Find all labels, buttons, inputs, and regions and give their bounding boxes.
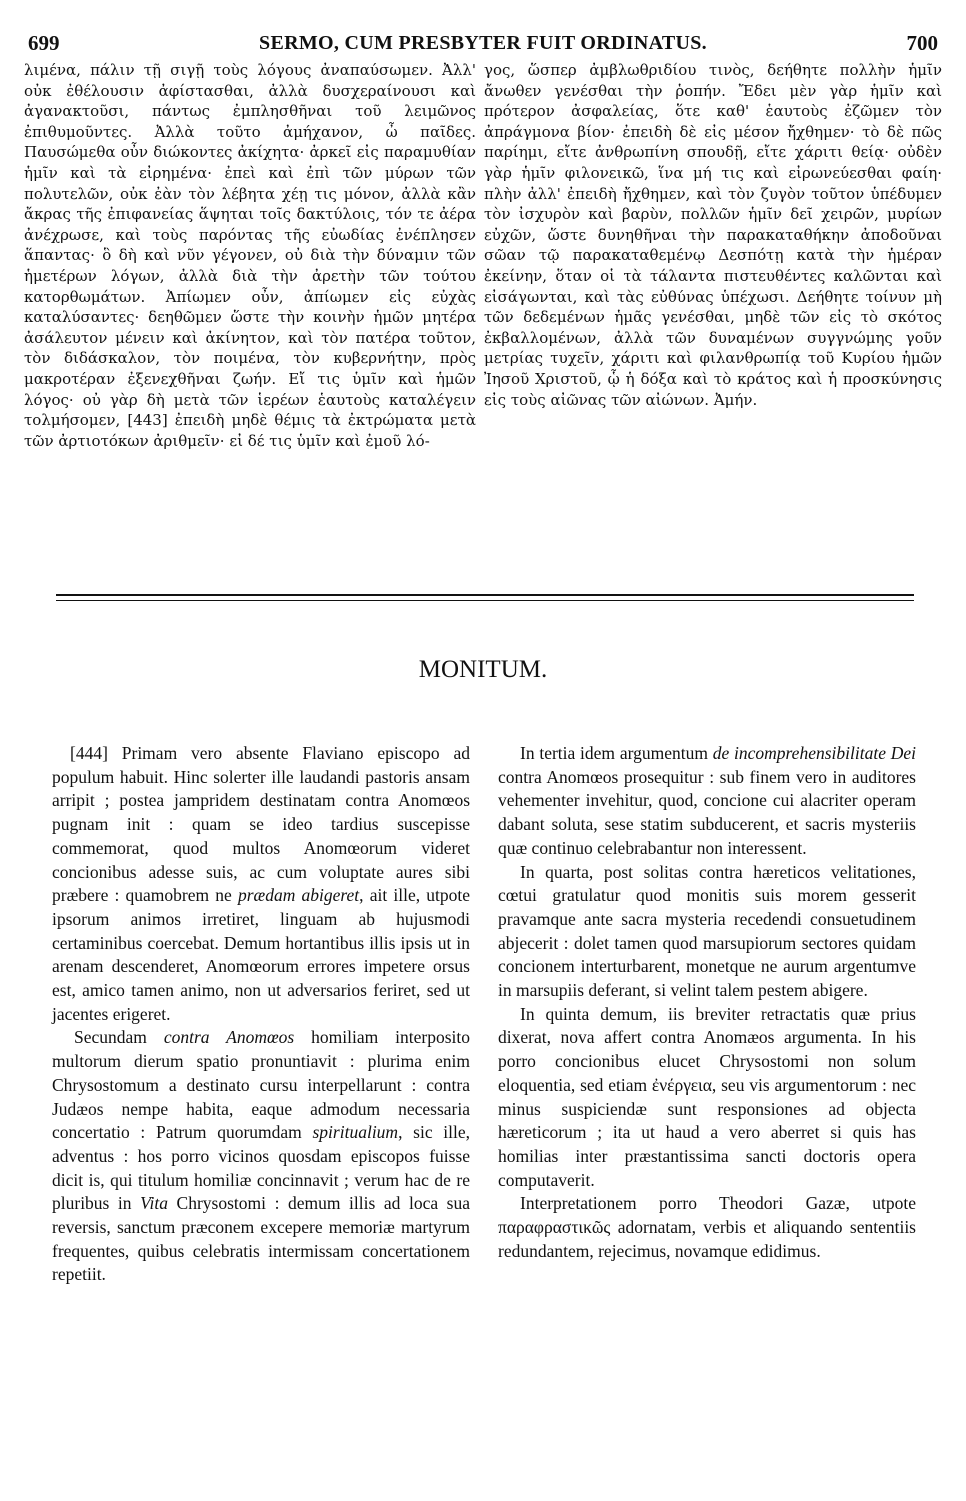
monitum-heading: MONITUM. <box>418 656 548 683</box>
left-page-number: 699 <box>28 30 60 55</box>
section-divider-thick <box>56 594 914 596</box>
monitum-left-column <box>52 742 470 1287</box>
monitum-paragraph-2: Secundam contra Anomœos homiliam interposito multorum dierum spatio pronuntiavit : plurima enim Chrysostomum a destinato cursu interpellarunt : contra Judæos nempe habita, eaque admodum necessaria concertatio : Patrum quorumdam spiritualium, sic ille, adventus : hos porro vicinos quosdam episcopos fuisse dicit is, qui titulum homiliæ concinnavit ; verum hac de re pluribus in Vita Chrysostomi : demum illis ad loca sua reversis, sanctum præconem excepere memoriæ martyrum frequentes, quibus celebratis intermissam concertationem repetiit. <box>52 1027 471 1285</box>
running-title: SERMO, CUM PRESBYTER FUIT ORDINATUS. <box>259 31 707 54</box>
greek-paragraph: λιμένα, πάλιν τῇ σιγῇ τοὺς λόγους ἀναπαύσωμεν. Ἀλλ' οὐκ ἐθέλουσιν ἀφίστασθαι, ἀλλὰ δυσχεραίνουσι καὶ ἀγανακτοῦσι, πάντως ἐμπλησθῆναι τοῦ λειμῶνος ἐπιθυμοῦντες. Ἀλλὰ τοῦτο ἀμήχανον, ὦ παῖδες. Παυσώμεθα οὖν διώκοντες ἀκίχητα· ἀρκεῖ εἰς παραμυθίαν ἡμῖν καὶ τὰ εἰρημένα· ἐπεὶ καὶ ἐπὶ τῶν μύρων τῶν πολυτελῶν, οὐκ ἐὰν τὸν λέβητα χέῃ τις μόνον, ἀλλὰ κἂν ἄκρας τῆς ἐπιφανείας ἅψηται τοῖς δακτύλοις, τόν τε ἀέρα ἀνέχρωσε, καὶ τοὺς παρόντας τῆς εὐωδίας ἐνέπλησεν ἅπαντας· ὃ δὴ καὶ νῦν γέγονεν, οὐ διὰ τὴν δύναμιν τῶν ἡμετέρων λόγων, ἀλλὰ διὰ τὴν ἀρετὴν τῶν τούτου κατορθωμάτων. Ἀπίωμεν οὖν, ἀπίωμεν εἰς εὐχὰς καταλύσαντες· δεηθῶμεν ὥστε τὴν κοινὴν ἡμῶν μητέρα ἀσάλευτον μένειν καὶ ἀκίνητον, καὶ τὸν πατέρα τοῦτον, τὸν διδάσκαλον, τὸν ποιμένα, τὸν κυβερνήτην, πρὸς μακροτέραν ἐξενεχθῆναι ζωήν. Εἴ τις ὑμῖν καὶ ἡμῶν λόγος· οὐ γὰρ δὴ μετὰ τῶν ἱερέων ἑαυτοὺς καταλέγειν τολμήσομεν, [443] ἐπειδὴ μηδὲ θέμις τὰ ἐκτρώματα μετὰ τῶν ἀρτιοτόκων ἀριθμεῖν· εἰ δέ τις ὑμῖν καὶ ἐμοῦ λό- <box>24 61 476 450</box>
monitum-right-column <box>498 742 916 1263</box>
running-header <box>28 30 938 56</box>
greek-text-left-column <box>24 60 476 451</box>
monitum-paragraph-6: Interpretationem porro Theodori Gazæ, utpote παραφραστικῶς adornatam, verbis et aliquando sententiis redundantem, rejecimus, novamque edidimus. <box>498 1193 916 1261</box>
monitum-paragraph-1: [444] Primam vero absente Flaviano episcopo ad populum habuit. Hinc solerter ille laudandi pastoris ansam arripit ; postea jampridem destinatam contra Anomœos pugnam init : quam se ideo tardius suscepisse commemorat, quod multos Anomœorum videret concionibus adesse suis, ac cum voluptate aures sibi præbere : quamobrem ne prædam abigeret, ait ille, utpote ipsorum animos irretiret, linguam ab hujusmodi certaminibus coercebat. Demum hortantibus illis ipsis ut in arenam descenderet, Anomœorum errores impetere orsus est, amico tamen animo, non ut adversarios feriret, sed ut jacentes erigeret. <box>52 743 470 1024</box>
monitum-paragraph-4: In quarta, post solitas contra hæreticos velitationes, cœtui gratulatur quod monitis suis morem gesserit pravamque ante sacra mysteria recedendi consuetudinem abjecerit : dolet tamen quod marsupiorum sectores quidam concionem interturbarent, monetque ne aurum argentumve in marsupiis deferant, si velint talem pestem abigere. <box>498 861 916 1001</box>
greek-text-right-column <box>484 60 942 410</box>
section-divider-thin <box>56 600 914 601</box>
monitum-paragraph-5: In quinta demum, iis breviter retractatis quæ prius dixerat, nova affert contra Anomæos argumenta. In his porro concionibus elucet Chrysostomi non solum eloquentia, sed etiam ἐνέργεια, seu vis argumentorum : nec minus suspiciendæ sunt responsiones ad objecta hæreticorum ; ita ut haud a vero aberret si quis has homilias inter præstantissima sancti doctoris opera computaverit. <box>498 1003 916 1190</box>
greek-paragraph: γος, ὥσπερ ἀμβλωθριδίου τινὸς, δεήθητε πολλὴν ἡμῖν ἄνωθεν γενέσθαι τὴν ῥοπήν. Ἔδει μὲν γὰρ ἡμῖν καὶ πρότερον ἀσφαλείας, ὅτε καθ' ἑαυτοὺς ἐζῶμεν τὸν ἀπράγμονα βίον· ἐπειδὴ δὲ εἰς μέσον ἤχθημεν· τὸ δὲ πῶς παρίημι, εἴτε ἀνθρωπίνη σπουδῇ, εἴτε χάριτι θείᾳ· οὐδὲν γὰρ ἡμῖν φιλονεικῶ, ἵνα μή τις καὶ εἰρωνεύεσθαι φαίη· πλὴν ἀλλ' ἐπειδὴ ἤχθημεν, καὶ τὸν ζυγὸν τοῦτον ὑπέδυμεν τὸν ἰσχυρὸν καὶ βαρὺν, πολλῶν ἡμῖν δεῖ χειρῶν, μυρίων εὐχῶν, ὥστε δυνηθῆναι τὴν παρακαταθήκην ἀποδοῦναι σῶαν τῷ παρακαταθεμένῳ Δεσπότῃ κατὰ τὴν ἡμέραν ἐκείνην, ὅταν οἱ τὰ τάλαντα πιστευθέντες καλῶνται καὶ εἰσάγωνται, καὶ τὰς εὐθύνας ὑπέχωσι. Δεήθητε τοίνυν μὴ τῶν δεδεμένων ἡμᾶς γενέσθαι, μηδὲ τῶν εἰς τὸ σκότος ἐκβαλλομένων, ἀλλὰ τῶν δυναμένων συγγνώμης γοῦν μετρίας τυχεῖν, χάριτι καὶ φιλανθρωπίᾳ τοῦ Κυρίου ἡμῶν Ἰησοῦ Χριστοῦ, ᾧ ἡ δόξα καὶ τὸ κράτος καὶ ἡ προσκύνησις εἰς τοὺς αἰῶνας τῶν αἰώνων. Ἀμήν. <box>484 61 942 409</box>
monitum-paragraph-3: In tertia idem argumentum de incomprehensibilitate Dei contra Anomœos prosequitur : sub finem vero in auditores vehementer invehitur, quod, concione cui alacriter operam dabant soluta, sese statim subducerent, et sacris mysteriis quæ continuo celebrabantur non interessent. <box>498 743 916 858</box>
right-page-number: 700 <box>906 30 938 55</box>
